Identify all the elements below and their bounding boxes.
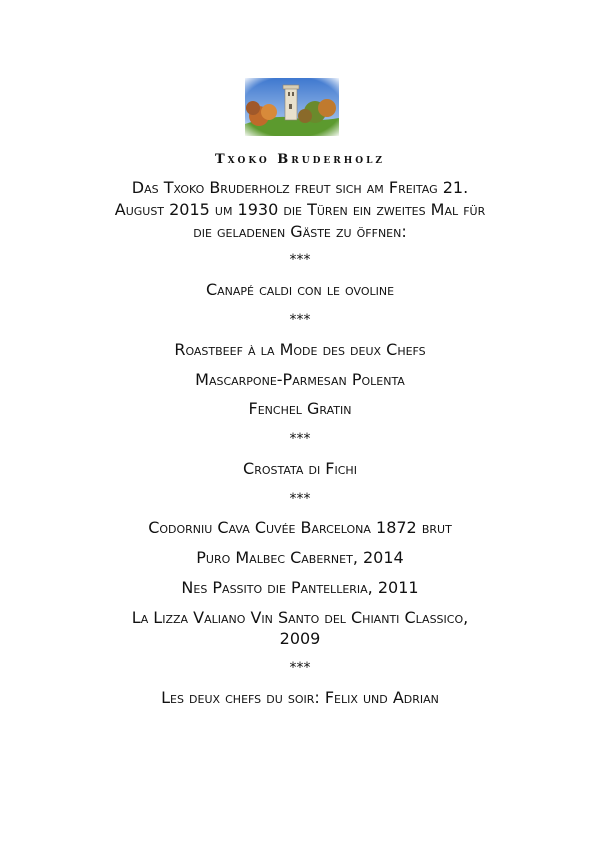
wine-item-passito: Nes Passito die Pantelleria, 2011: [181, 578, 419, 597]
separator-1: ***: [289, 252, 311, 268]
wine-item-malbec: Puro Malbec Cabernet, 2014: [196, 548, 404, 567]
wine-item-cava: Codorniu Cava Cuvée Barcelona 1872 brut: [148, 518, 452, 537]
menu-item-gratin: Fenchel Gratin: [248, 399, 352, 418]
separator-5: ***: [289, 660, 311, 676]
menu-item-roastbeef: Roastbeef à la Mode des deux Chefs: [174, 340, 426, 359]
separator-3: ***: [289, 431, 311, 447]
chefs-line: Les deux chefs du soir: Felix und Adrian: [161, 688, 439, 707]
intro-line-2: August 2015 um 1930 die Türen ein zweites Mal für: [114, 200, 486, 219]
menu-item-polenta: Mascarpone-Parmesan Polenta: [195, 370, 405, 389]
restaurant-title: Txoko Bruderholz: [215, 152, 385, 167]
separator-2: ***: [289, 312, 311, 328]
wine-item-vin-santo-line-2: 2009: [279, 629, 321, 648]
tower-logo-image: [245, 78, 339, 136]
menu-item-canape: Canapé caldi con le ovoline: [205, 280, 395, 299]
menu-item-crostata: Crostata di Fichi: [243, 459, 357, 478]
separator-4: ***: [289, 491, 311, 507]
intro-line-1: Das Txoko Bruderholz freut sich am Freitag 21.: [131, 178, 469, 197]
wine-item-vin-santo-line-1: La Lizza Valiano Vin Santo del Chianti Classico,: [131, 608, 469, 627]
intro-line-3: die geladenen Gäste zu öffnen:: [193, 222, 407, 241]
